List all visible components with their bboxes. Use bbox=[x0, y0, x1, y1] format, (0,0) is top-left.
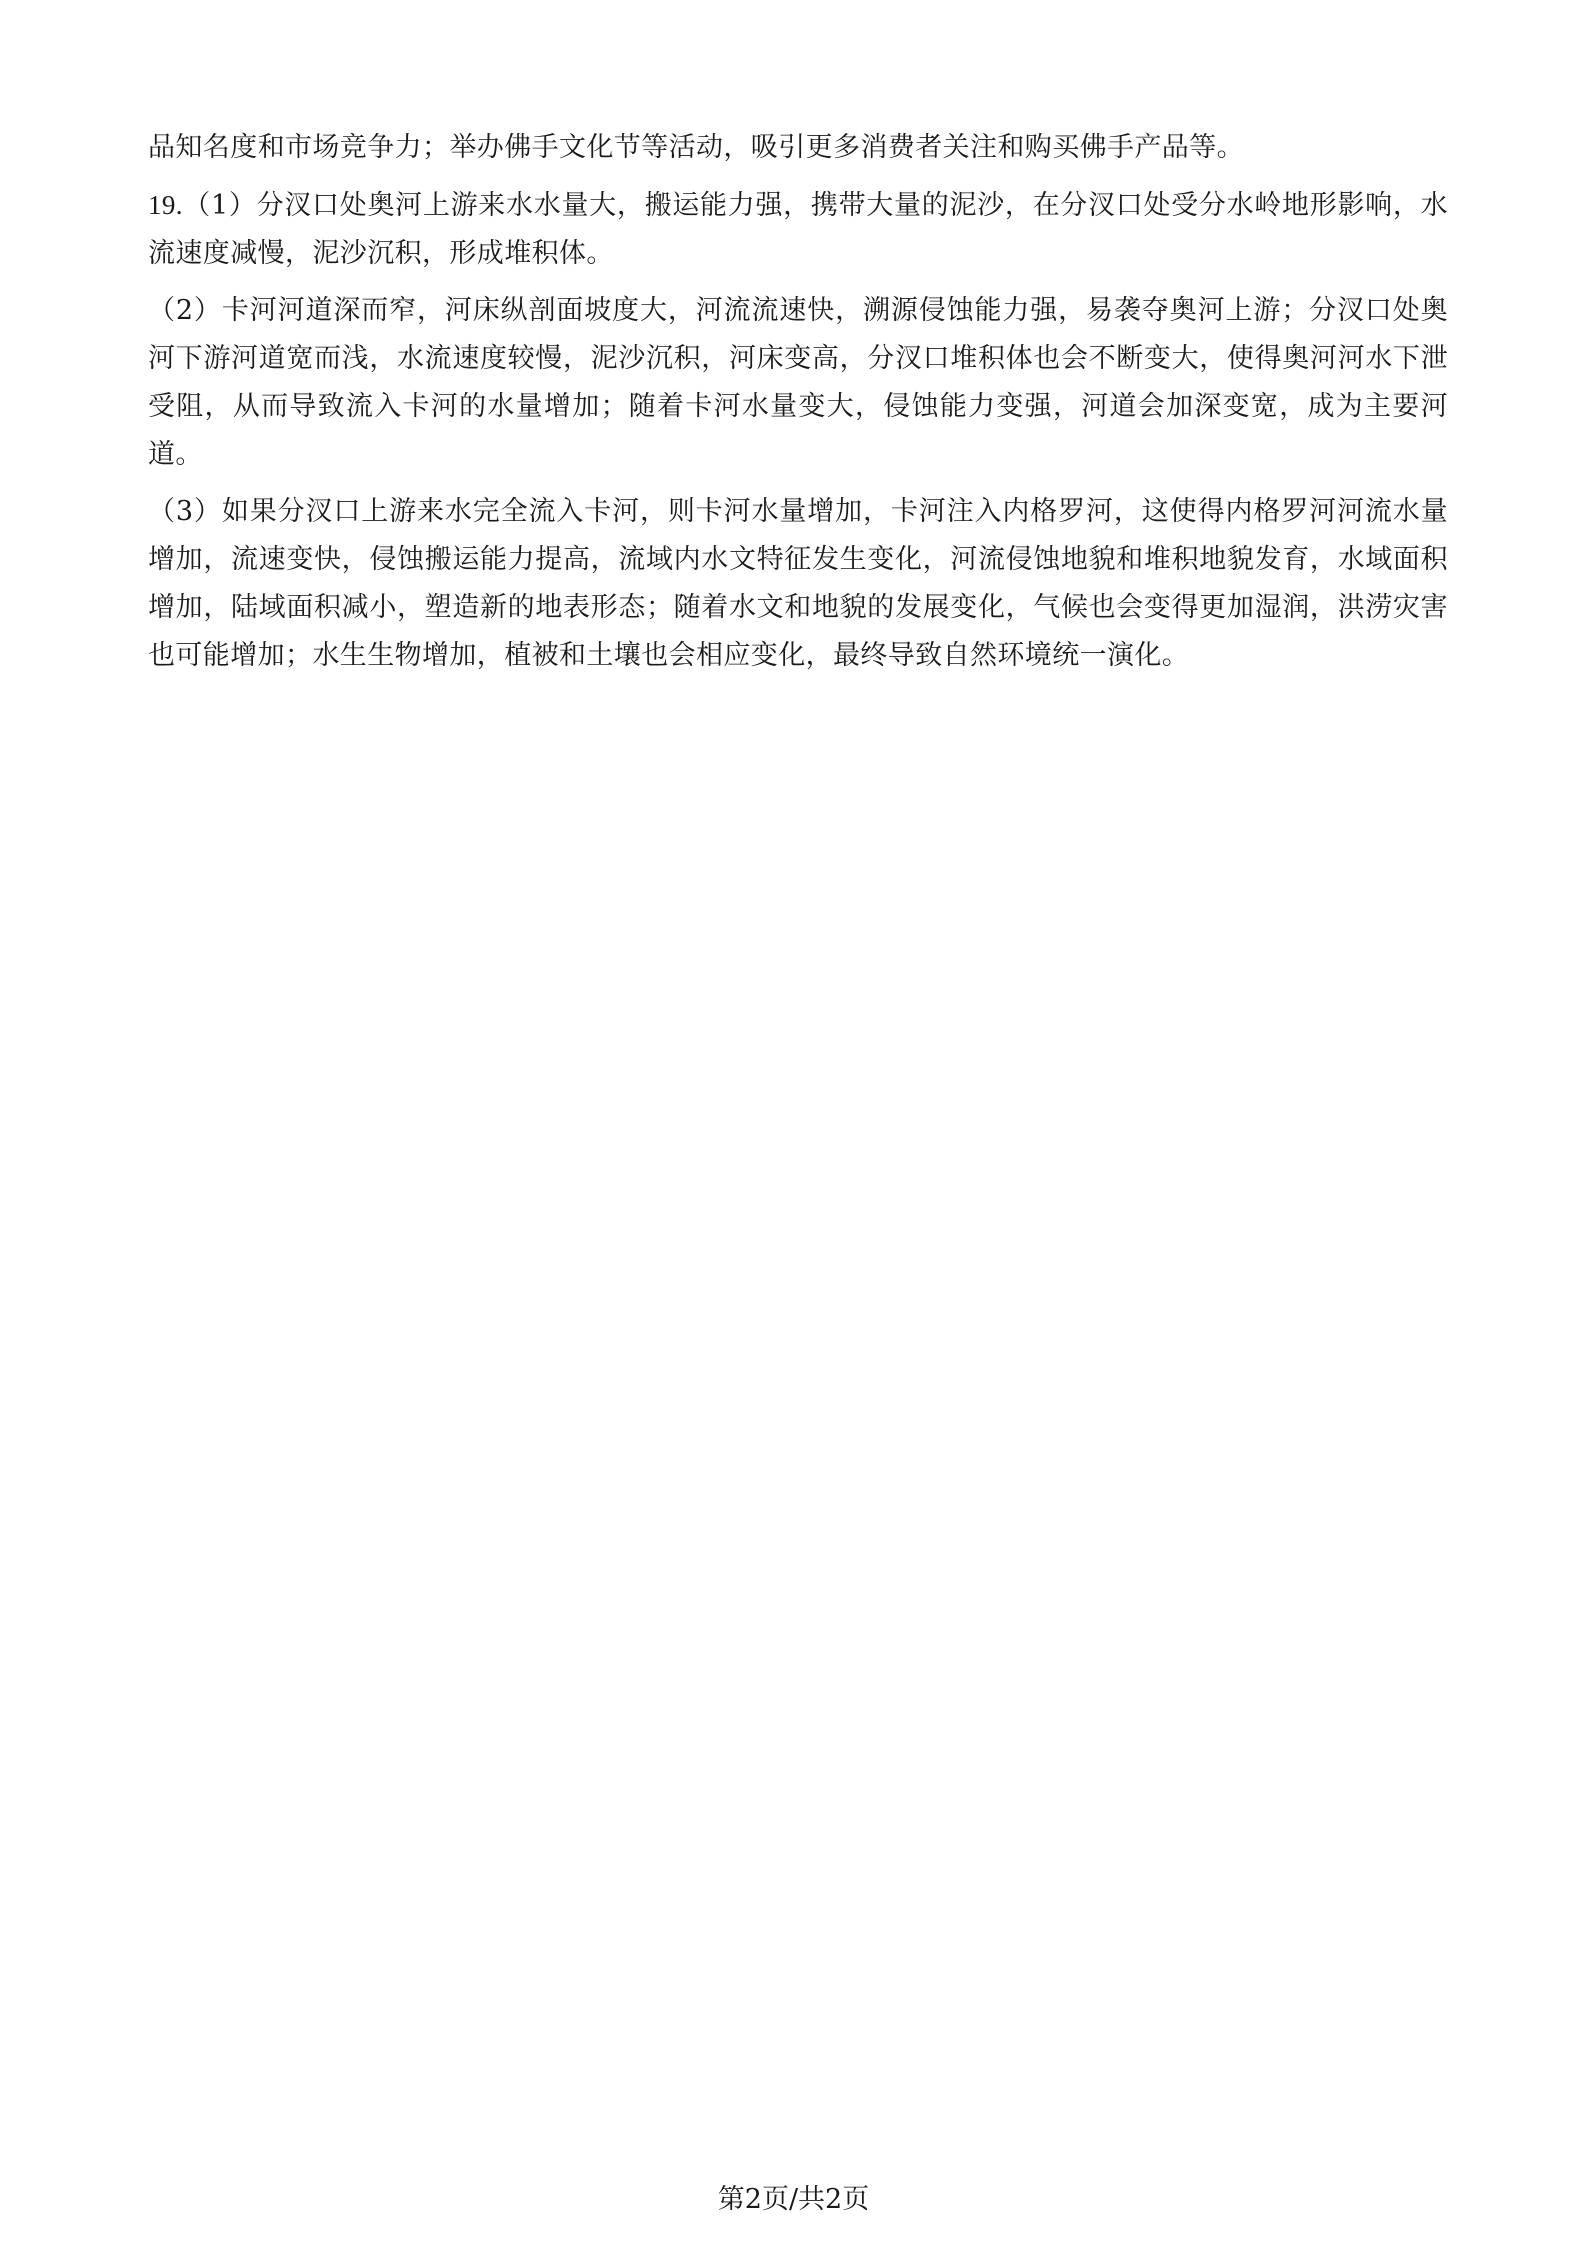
question-19-part-1-text: （1）分汊口处奥河上游来水水量大，搬运能力强，携带大量的泥沙，在分汊口处受分水岭地形影响，水流速度减慢，泥沙沉积，形成堆积体。 bbox=[148, 190, 1448, 269]
document-body bbox=[148, 124, 1448, 689]
page-footer bbox=[0, 2182, 1587, 2218]
question-number: 19. bbox=[148, 190, 183, 220]
question-19-part-2: （2）卡河河道深而窄，河床纵剖面坡度大，河流流速快，溯源侵蚀能力强，易袭夺奥河上游；分汊口处奥河下游河道宽而浅，水流速度较慢，泥沙沉积，河床变高，分汊口堆积体也会不断变大，使得奥河河水下泄受阻，从而导致流入卡河的水量增加；随着卡河水量变大，侵蚀能力变强，河道会加深变宽，成为主要河道。 bbox=[148, 295, 1448, 470]
page-number-label: 第2页/共2页 bbox=[717, 2184, 870, 2215]
question-19-part-3: （3）如果分汊口上游来水完全流入卡河，则卡河水量增加，卡河注入内格罗河，这使得内格罗河河流水量增加，流速变快，侵蚀搬运能力提高，流域内水文特征发生变化，河流侵蚀地貌和堆积地貌发育，水域面积增加，陆域面积减小，塑造新的地表形态；随着水文和地貌的发展变化，气候也会变得更加湿润，洪涝灾害也可能增加；水生生物增加，植被和土壤也会相应变化，最终导致自然环境统一演化。 bbox=[148, 496, 1448, 671]
continuation-paragraph: 品知名度和市场竞争力；举办佛手文化节等活动，吸引更多消费者关注和购买佛手产品等。 bbox=[148, 132, 1244, 163]
question-19-part-1 bbox=[148, 181, 1448, 278]
